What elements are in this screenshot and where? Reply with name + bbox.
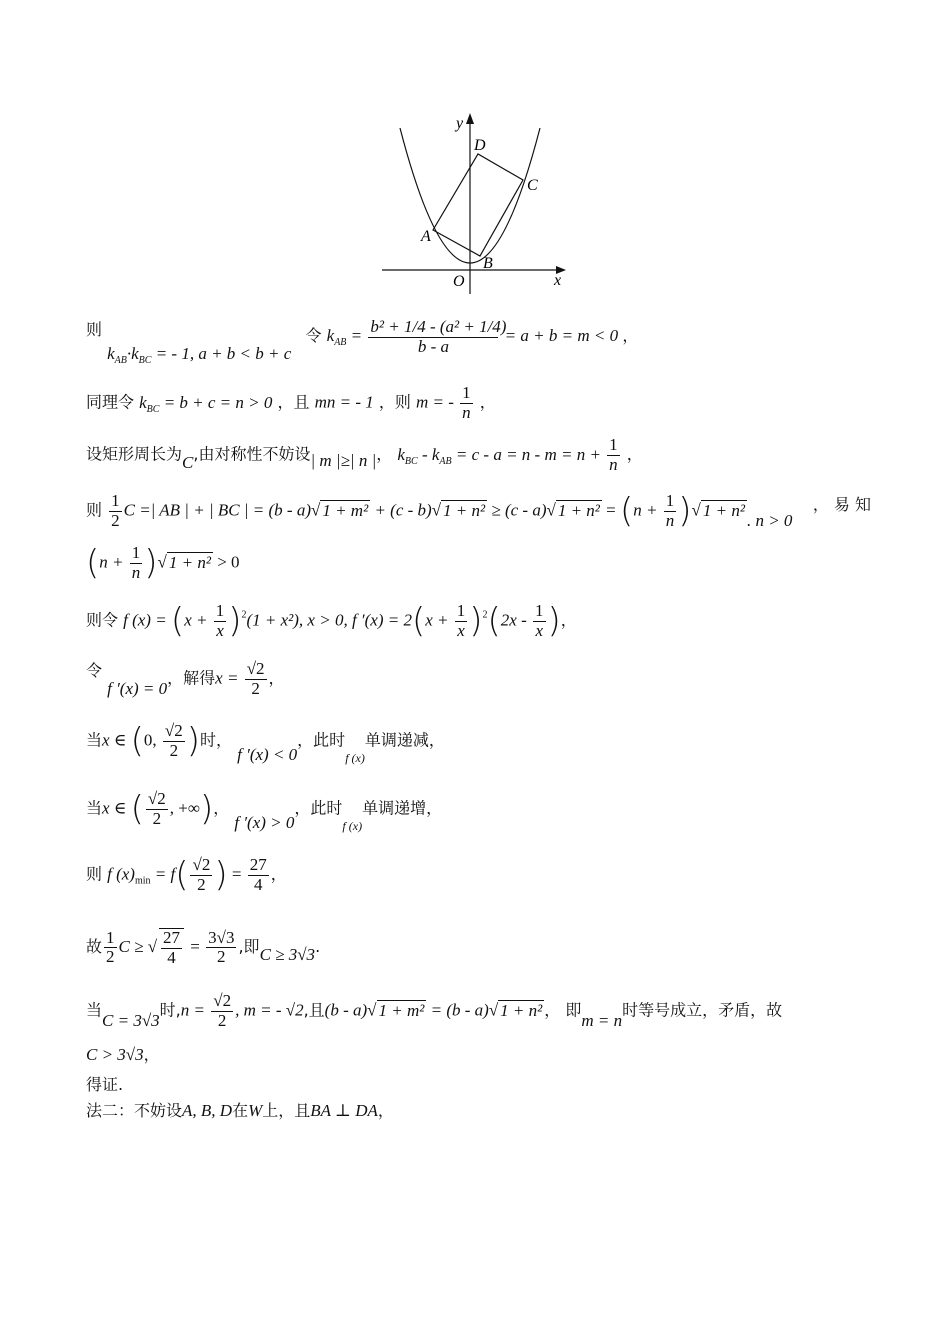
label-o: O [453,273,465,290]
slope-product-sub-bc: BC [138,355,152,367]
interval-num: √2 [147,789,166,808]
two-x-minus-den: x [535,620,544,640]
line-15-end: ， [377,1101,394,1120]
perimeter-sum: C =| AB | + | BC | = (b - a) [123,500,311,520]
kab-numerator: b² + 1/4 - (a² + 1/4) [370,317,507,336]
mn-product: mn = - 1 [314,392,374,412]
min-value-fraction [248,856,269,894]
slope-difference-k2: - k [417,444,440,464]
proved-text: 得证. [86,1075,124,1094]
slope-difference-sub1: BC [404,455,418,467]
paren-open: ( [170,601,185,642]
three-root3-half [206,929,236,967]
n-plus-fraction [130,544,143,582]
derivative-negative: f ′(x) < 0 [237,744,298,764]
line-12-text-2: 时, [159,1000,181,1020]
line-7 [86,660,871,698]
square-exponent: 2 [482,609,488,621]
label-y: y [456,115,464,132]
n-value-num: √2 [213,991,232,1010]
c-strict-bound: C > 3√3 [86,1045,144,1064]
line-13-end: ， [143,1045,160,1064]
half-c-ineq: C ≥ [118,937,148,957]
kab-definition [326,317,623,356]
half-fraction [109,492,122,530]
x-plus-den-2: x [457,620,465,640]
line-8-text-4: 单调递减， [364,730,445,750]
line-2 [86,384,871,422]
paren-open: ( [175,855,189,896]
slope-difference-sub2: AB [439,455,452,467]
f-derivative: (1 + x²), x > 0, f ′(x) = 2 [246,610,412,630]
line-9 [86,789,871,833]
f-of: = f [150,864,176,884]
kbc-eq: = b + c = n > 0 [159,392,273,412]
n-value-fraction [211,992,233,1030]
sqrt-1-n2: 1 + n² [168,552,211,572]
label-a: A [421,228,431,245]
paren-open: ( [130,789,144,830]
half-fraction [104,929,117,967]
paren-open: ( [130,721,144,762]
x-plus-num: 1 [215,601,225,620]
x-in-interval: x ∈ [102,798,131,818]
root2-fraction [190,856,212,894]
n-plus-num: 1 [665,491,675,510]
label-c: C [527,177,538,194]
derivative-zero: f ′(x) = 0 [107,678,168,698]
line-15-text-3: 上，且 [262,1101,311,1120]
root2-num: √2 [192,855,211,874]
line-4: 则 $\frac{1}{2}$ C =| AB | + | BC | = (b - a)√ 1 + m² + (c - b)√ 1 + n² ≥ (c - a)√ 1 + n² = (n + $\frac{1}{n}$ )√ 1 + n². n > 0 ， 易 知 [86,491,871,532]
n-plus-fraction [664,492,677,530]
slope-difference-den: n [609,454,618,474]
root-27-4-den: 4 [167,947,176,967]
line-5: (n + $\frac{1}{n}$ )√ 1 + n² > 0 [86,543,240,584]
equality-rhs: = (b - a) [426,1000,489,1020]
two-x-minus-fraction [533,602,546,640]
n-plus-den: n [131,562,141,582]
rectangle-abcd [433,154,523,256]
label-b: B [483,255,493,272]
min-subscript: min [134,875,151,887]
line-7-text: ，解得 [167,668,216,688]
line-3-text-3: ， [376,444,393,464]
paren-close: ) [228,601,242,642]
f-x-small: f (x) [342,818,363,833]
paren-close: ) [186,721,201,762]
paren-open: ( [487,601,501,642]
line-12-text-5: 时等号成立，矛盾，故 [622,1000,783,1020]
line-10-prefix: 则 [86,864,103,884]
line-10-end: ， [270,864,287,884]
kab-fraction [368,317,507,356]
half-num: 1 [111,491,120,510]
derivative-positive: f ′(x) > 0 [234,812,295,832]
n-plus: n + [633,500,662,520]
line-11: 故 $\frac{1}{2}$ C ≥ √ $\frac{27}{4}$ = $\frac{3√3}{2}$ ,即C ≥ 3√3. [86,927,321,967]
paren-open: ( [86,543,100,584]
m-expression: m = - [415,392,459,412]
slope-difference-num: 1 [609,435,618,454]
interval-end: , +∞ [169,798,200,818]
min-value-num: 27 [249,855,267,874]
line-7-prefix: 令 [86,660,103,680]
line-11-text: ,即 [238,937,260,957]
paren-open: ( [620,491,634,532]
x-plus: x + [184,610,212,630]
line-2-text-2: ，且 [277,392,310,412]
half-den: 2 [106,947,115,967]
line-4-text: ， 易 知 [812,495,871,514]
line-1-end: ， [622,326,639,346]
line-7-end: ， [268,668,285,688]
kbc-sub: BC [146,403,160,415]
equality-lhs: (b - a) [324,1000,368,1020]
interval-fraction [163,722,185,760]
line-8-prefix: 当 [86,730,103,750]
x-plus-num-2: 1 [456,601,466,620]
slope-product-k2: ·k [126,344,139,364]
sqrt-1-m2: 1 + m² [322,500,369,520]
kab-denominator: b - a [417,336,449,356]
parabola-rectangle-figure [370,108,580,298]
perimeter-eq: = [601,500,620,520]
perimeter-c: C [182,452,194,472]
line-6 [86,602,871,640]
paren-close: ) [547,601,561,642]
line-6-prefix: 则令 [86,610,119,630]
line-15-text-1: 法二：不妨设 [86,1101,183,1120]
line-14 [86,1072,871,1095]
line-9-text-3: ，此时 [294,798,343,818]
kbc-def [139,392,273,415]
sqrt-1-n2-a: 1 + n² [443,500,486,520]
paren-close: ) [199,789,214,830]
label-x: x [554,272,562,289]
x-plus-2: x + [425,610,453,630]
slope-product-eq: = - 1, a + b < b + c [151,344,292,364]
x-plus-fraction-2 [455,602,468,640]
x-solution-den: 2 [251,678,260,698]
n-value-den: 2 [217,1010,227,1030]
m-equals-n: m = n [581,1010,623,1030]
f-x-small: f (x) [345,750,365,765]
kab-tail: = a + b = m < 0 [504,326,619,346]
line-11-end: . [315,937,321,957]
abs-inequality: | m |≥| n | [310,450,377,470]
line-2-text-3: ，则 [378,392,411,412]
m-value: , m = - √2 [235,1000,304,1020]
positive-tail: > 0 [212,552,240,572]
f-definition: f (x) = [123,610,171,630]
line-15-text-2: 在 [232,1101,249,1120]
line-3-text-1: 设矩形周长为 [86,444,183,464]
line-13 [86,1042,871,1065]
y-axis-arrow [466,113,474,124]
sqrt-1-n2-c: 1 + n² [702,500,745,520]
interval-den: 2 [169,740,179,760]
slope-difference-eq: = c - a = n - m = n + [451,444,606,464]
two-x-minus: 2x - [500,610,532,630]
c-equality: C = 3√3 [102,1010,160,1030]
line-9-prefix: 当 [86,798,103,818]
line-9-text-2: ， [213,798,230,818]
interval-start: 0, [143,730,161,750]
line-12-prefix: 当 [86,1000,103,1020]
kab-k: k [326,326,335,346]
x-solution-fraction [245,660,267,698]
interval-fraction [146,790,168,828]
n-value: n = [180,1000,210,1020]
half-num: 1 [106,927,115,947]
paren-close: ) [214,855,228,896]
slope-product-k1: k [107,344,115,364]
line-10 [86,856,871,894]
n-plus: n + [99,552,128,572]
line-12-text-4: ， 即 [544,1000,582,1020]
three-root3-num: 3√3 [208,927,235,947]
sqrt-1-m2: 1 + m² [378,1000,425,1020]
line-1-ling: 令 [305,326,322,346]
kab-sub: AB [334,337,347,349]
curve-w: W [248,1101,263,1120]
points-abd: A, B, D [182,1101,233,1120]
perimeter-term-2: + (c - b) [370,500,432,520]
line-3-text-2: ,由对称性不妨设 [193,444,311,464]
m-fraction [460,384,473,422]
paren-close: ) [144,543,158,584]
half-c-eq: = [186,937,205,957]
paren-close: ) [469,601,483,642]
square-exponent: 2 [241,609,247,621]
min-value-den: 4 [253,874,263,894]
min-eq: = [227,864,246,884]
line-12-text-3: ,且 [303,1000,325,1020]
line-15 [86,1098,871,1121]
slope-difference [397,444,606,467]
x-plus-den: x [216,620,224,640]
paren-close: ) [678,491,692,532]
slope-difference-fraction [607,436,620,474]
label-d: D [474,137,486,154]
slope-product [107,344,295,367]
line-8-text-2: 时， [200,730,233,750]
line-8-text-3: ，此时 [297,730,346,750]
m-fraction-num: 1 [462,383,471,402]
root2-den: 2 [197,874,206,894]
line-12: 当C = 3√3时,n = $\frac{√2}{2}$ , m = - √2,且(b - a)√ 1 + m² = (b - a)√ 1 + n² ， 即m = n时等号成立，矛盾，故 [86,991,783,1030]
kbc-k: k [139,392,147,412]
sqrt-1-n2-b: 1 + n² [557,500,600,520]
line-1-prefix: 则 [86,320,103,340]
interval-num: √2 [164,721,183,740]
line-4-prefix: 则 [86,500,103,520]
kab-eq: = [346,326,367,346]
slope-difference-k1: k [397,444,405,464]
n-plus-num: 1 [131,543,141,562]
interval-den: 2 [152,808,162,828]
m-fraction-den: n [462,402,471,422]
line-8 [86,721,871,765]
x-plus-fraction [214,602,227,640]
root-27-4 [159,928,184,967]
line-9-text-4: 单调递增， [362,798,443,818]
c-lower-bound: C ≥ 3√3 [259,945,316,965]
line-3-end: ， [626,444,643,464]
perimeter-ineq: ≥ (c - a) [487,500,547,520]
paren-open: ( [411,601,426,642]
line-11-prefix: 故 [86,937,103,957]
sqrt-1-n2: 1 + n² [500,1000,543,1020]
line-3 [86,436,871,474]
line-2-end: ， [479,392,496,412]
line-2-text-1: 同理令 [86,392,135,412]
root-27-4-num: 27 [163,928,181,947]
two-x-minus-num: 1 [535,601,544,620]
x-solution: x = [215,668,243,688]
three-root3-den: 2 [217,947,226,967]
slope-product-sub-ab: AB [114,355,127,367]
n-positive: . n > 0 [746,510,793,530]
half-den: 2 [111,510,120,530]
x-in-interval: x ∈ [102,730,131,750]
x-solution-num: √2 [246,659,265,678]
perpendicular: BA ⊥ DA [310,1101,378,1120]
n-plus-den: n [665,510,675,530]
f-min: f (x) [107,864,135,884]
line-6-end: ， [560,610,577,630]
line-1 [86,317,871,367]
